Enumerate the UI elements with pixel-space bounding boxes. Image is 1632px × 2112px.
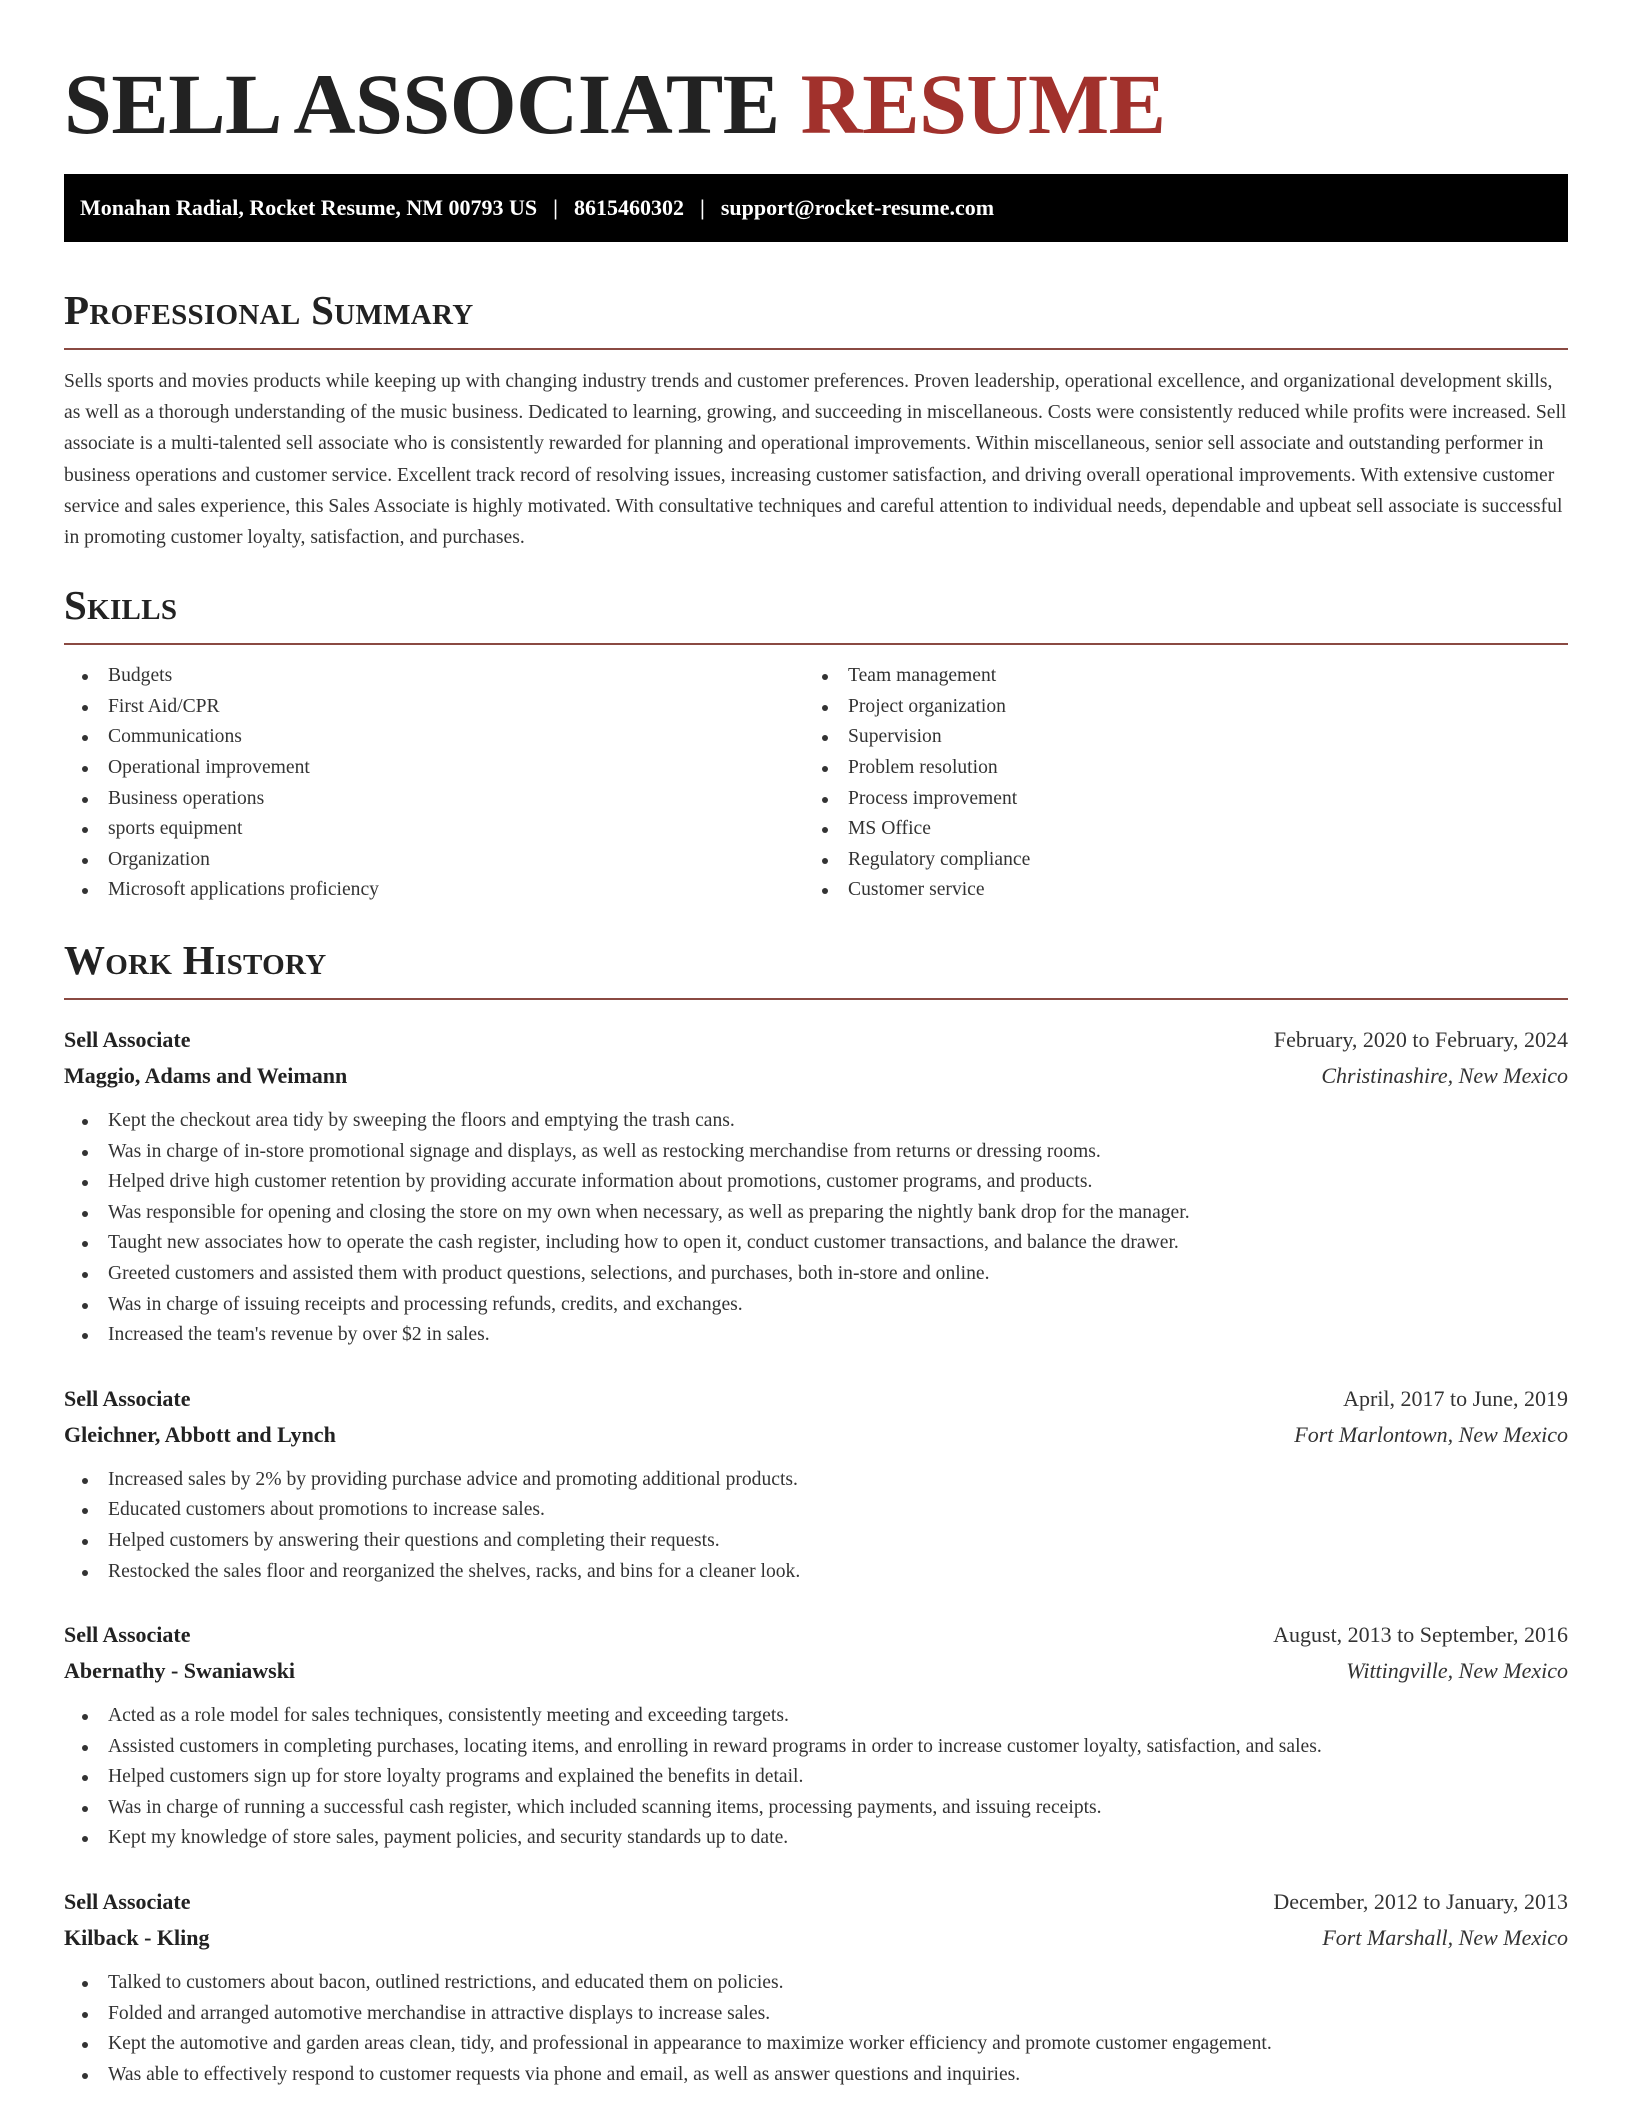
skill-item: Operational improvement xyxy=(64,753,804,784)
skills-heading: Skills xyxy=(64,582,178,629)
summary-text: Sells sports and movies products while keeping up with changing industry trends and customer preferences. Proven leadership, operational excellence, and organizational development skills, as well as a thorough understanding of the music business. Dedicated to learning, growing, and succeeding in miscellaneous. Costs were consistently reduced while profits were increased. Sell associate is a multi-talented sell associate who is consistently rewarded for planning and operational improvements. Within miscellaneous, senior sell associate and outstanding performer in business operations and customer service. Excellent track record of resolving issues, increasing customer satisfaction, and driving overall operational improvements. With extensive customer service and sales experience, this Sales Associate is highly motivated. With consultative techniques and careful attention to individual needs, dependable and upbeat sell associate is successful in promoting customer loyalty, satisfaction, and purchases. xyxy=(64,371,1567,549)
job-title: Sell Associate xyxy=(64,1385,191,1411)
job-entry xyxy=(64,1617,1568,1854)
skill-item: MS Office xyxy=(804,814,1544,845)
job-bullets xyxy=(64,1701,1568,1854)
skill-item: Regulatory compliance xyxy=(804,845,1544,876)
contact-bar xyxy=(64,174,1568,242)
job-bullet: Increased the team's revenue by over $2 in sales. xyxy=(64,1320,1568,1351)
job-dates: April, 2017 to June, 2019 xyxy=(1343,1385,1568,1411)
section-divider xyxy=(64,643,1568,645)
job-bullets xyxy=(64,1106,1568,1351)
job-bullet: Assisted customers in completing purchases, locating items, and enrolling in reward programs in order to increase customer loyalty, satisfaction, and sales. xyxy=(64,1732,1568,1763)
skill-item: Microsoft applications proficiency xyxy=(64,875,804,906)
job-bullets xyxy=(64,1465,1568,1587)
job-bullet: Educated customers about promotions to increase sales. xyxy=(64,1495,1568,1526)
job-bullet: Increased sales by 2% by providing purchase advice and promoting additional products. xyxy=(64,1465,1568,1496)
job-bullet: Was responsible for opening and closing the store on my own when necessary, as well as preparing the nightly bank drop for the manager. xyxy=(64,1198,1568,1229)
skill-item: Project organization xyxy=(804,692,1544,723)
section-divider xyxy=(64,998,1568,1000)
job-entry xyxy=(64,1381,1568,1587)
job-title: Sell Associate xyxy=(64,1889,191,1915)
job-bullet: Was in charge of issuing receipts and processing refunds, credits, and exchanges. xyxy=(64,1290,1568,1321)
job-company: Abernathy - Swaniawski xyxy=(64,1658,296,1684)
job-bullet: Talked to customers about bacon, outlined restrictions, and educated them on policies. xyxy=(64,1968,1568,1999)
contact-separator: | xyxy=(553,195,558,220)
skill-item: Organization xyxy=(64,845,804,876)
contact-separator: | xyxy=(699,195,705,220)
job-bullet: Folded and arranged automotive merchandise in attractive displays to increase sales. xyxy=(64,1999,1568,2030)
job-bullet: Was able to effectively respond to customer requests via phone and email, as well as answer questions and inquiries. xyxy=(64,2060,1568,2091)
job-location: Fort Marshall, New Mexico xyxy=(1322,1925,1568,1951)
job-bullet: Taught new associates how to operate the cash register, including how to open it, conduct customer transactions, and balance the drawer. xyxy=(64,1228,1568,1259)
job-company: Gleichner, Abbott and Lynch xyxy=(64,1421,336,1447)
skills-list xyxy=(64,661,1568,906)
job-title: Sell Associate xyxy=(64,1622,191,1648)
contact-phone: 8615460302 xyxy=(573,195,684,220)
skill-item: Customer service xyxy=(804,875,1544,906)
title-main: SELL ASSOCIATE xyxy=(64,56,780,152)
job-bullet: Acted as a role model for sales techniques, consistently meeting and exceeding targets. xyxy=(64,1701,1568,1732)
job-location: Christinashire, New Mexico xyxy=(1321,1062,1568,1088)
job-title: Sell Associate xyxy=(64,1026,191,1052)
skill-item: First Aid/CPR xyxy=(64,692,804,723)
resume-page xyxy=(64,0,1568,2090)
skills-column-left xyxy=(64,661,804,906)
job-bullet: Kept the checkout area tidy by sweeping the floors and emptying the trash cans. xyxy=(64,1106,1568,1137)
job-company: Kilback - Kling xyxy=(64,1925,210,1951)
work-history-heading: Work History xyxy=(64,936,327,983)
skill-item: Process improvement xyxy=(804,784,1544,815)
skill-item: Problem resolution xyxy=(804,753,1544,784)
job-dates: December, 2012 to January, 2013 xyxy=(1273,1889,1568,1915)
contact-email: support@rocket-resume.com xyxy=(720,195,995,220)
job-bullet: Kept the automotive and garden areas clean, tidy, and professional in appearance to maximize worker efficiency and promote customer engagement. xyxy=(64,2029,1568,2060)
job-bullets xyxy=(64,1968,1568,2090)
skills-column-right xyxy=(804,661,1544,906)
section-divider xyxy=(64,348,1568,350)
skill-item: Supervision xyxy=(804,722,1544,753)
skill-item: Communications xyxy=(64,722,804,753)
job-bullet: Helped customers by answering their questions and completing their requests. xyxy=(64,1526,1568,1557)
job-bullet: Restocked the sales floor and reorganized the shelves, racks, and bins for a cleaner look. xyxy=(64,1557,1568,1588)
job-bullet: Was in charge of in-store promotional signage and displays, as well as restocking merchandise from returns or dressing rooms. xyxy=(64,1137,1568,1168)
job-bullet: Kept my knowledge of store sales, payment policies, and security standards up to date. xyxy=(64,1823,1568,1854)
resume-title xyxy=(64,56,1568,152)
job-bullet: Was in charge of running a successful cash register, which included scanning items, processing payments, and issuing receipts. xyxy=(64,1793,1568,1824)
job-entry xyxy=(64,1884,1568,2090)
contact-address: Monahan Radial, Rocket Resume, NM 00793 US xyxy=(80,195,538,220)
job-entry xyxy=(64,1022,1568,1351)
skill-item: Business operations xyxy=(64,784,804,815)
job-bullet: Greeted customers and assisted them with product questions, selections, and purchases, both in-store and online. xyxy=(64,1259,1568,1290)
job-bullet: Helped customers sign up for store loyalty programs and explained the benefits in detail. xyxy=(64,1762,1568,1793)
skill-item: Team management xyxy=(804,661,1544,692)
title-accent: RESUME xyxy=(800,56,1166,152)
skill-item: sports equipment xyxy=(64,814,804,845)
summary-heading: Professional Summary xyxy=(64,287,474,333)
skill-item: Budgets xyxy=(64,661,804,692)
job-location: Wittingville, New Mexico xyxy=(1346,1658,1568,1684)
job-dates: February, 2020 to February, 2024 xyxy=(1273,1026,1568,1052)
job-bullet: Helped drive high customer retention by providing accurate information about promotions, customer programs, and products. xyxy=(64,1167,1568,1198)
job-company: Maggio, Adams and Weimann xyxy=(64,1062,348,1088)
job-dates: August, 2013 to September, 2016 xyxy=(1273,1622,1568,1648)
job-location: Fort Marlontown, New Mexico xyxy=(1294,1421,1568,1447)
